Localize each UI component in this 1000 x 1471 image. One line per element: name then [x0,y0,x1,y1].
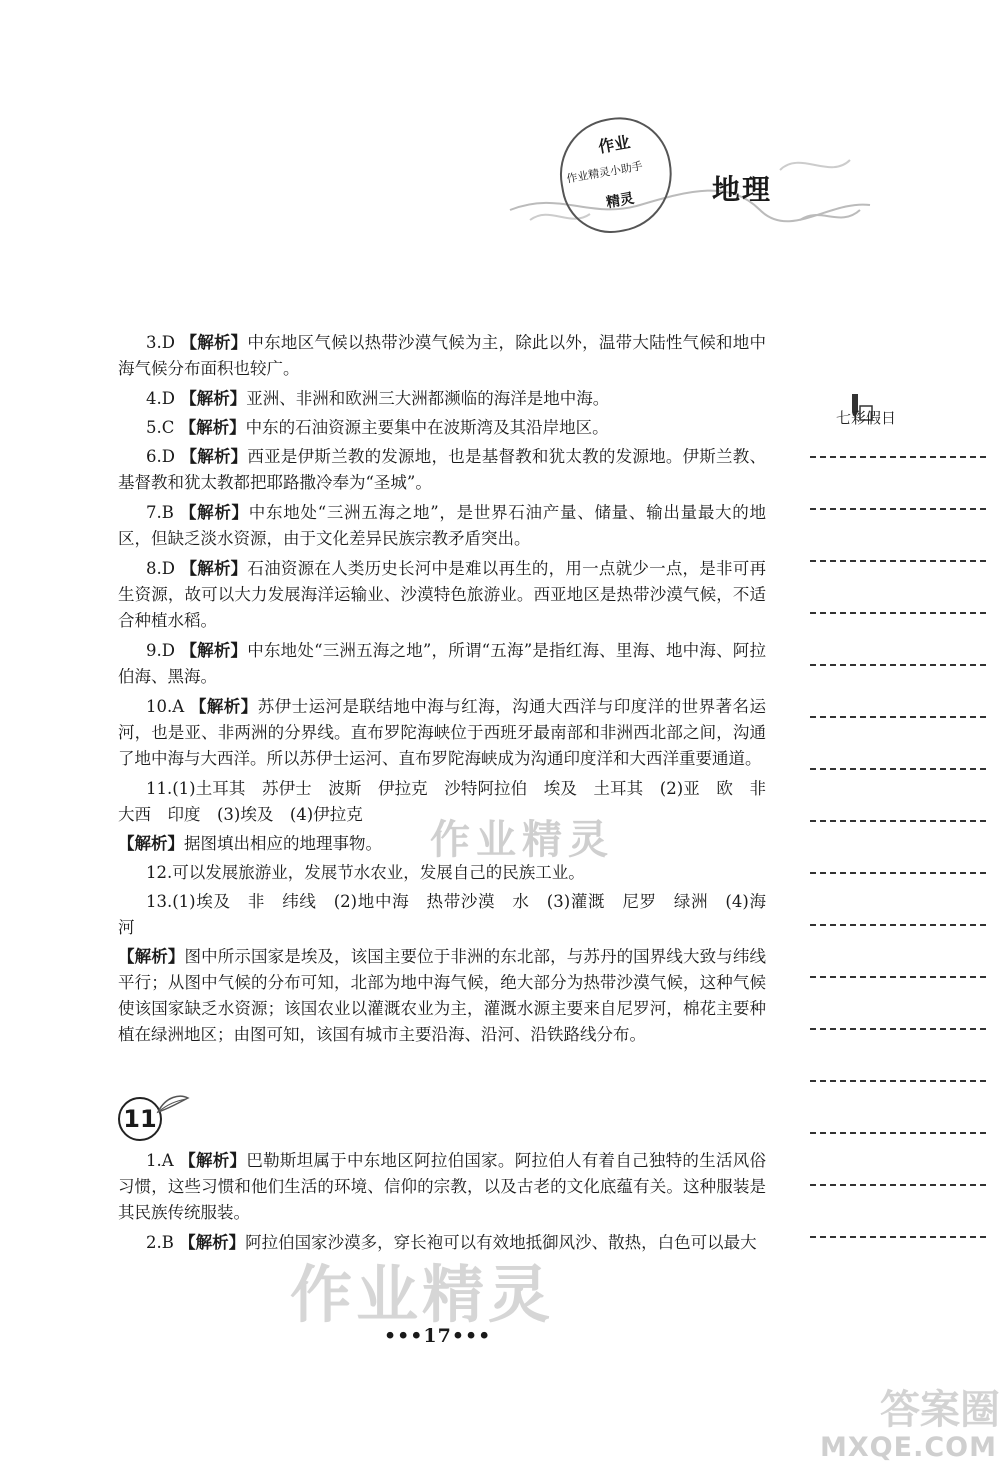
note-line [810,872,986,874]
note-line [810,456,986,458]
subject-title: 地理 [712,173,773,206]
watermark-bottom: 作业精灵 [290,1258,555,1331]
answer-item: 5.C 【解析】中东的石油资源主要集中在波斯湾及其沿岸地区。 [146,418,609,437]
stamp-bottom-text: 精灵 [604,190,636,212]
note-line [810,924,986,926]
note-line [810,664,986,666]
answer-item: 9.D 【解析】中东地处“三洲五海之地”，所谓“五海”是指红海、里海、地中海、阿拉伯海、黑海。 [118,641,766,686]
section-answer-list [118,1148,766,1260]
answer-item: 11.(1)土耳其 苏伊士 波斯 伊拉克 沙特阿拉伯 埃及 土耳其 (2)亚 欧 非 大西 印度 (3)埃及 (4)伊拉克 [118,779,783,824]
note-line [810,508,986,510]
page-number: •••17••• [384,1325,492,1347]
answer-item: 2.B 【解析】阿拉伯国家沙漠多，穿长袍可以有效地抵御风沙、散热，白色可以最大 [146,1233,757,1252]
answer-list [118,330,783,1052]
site-watermark-mark: 答案圈 [880,1387,1000,1433]
explanation-item: 【解析】图中所示国家是埃及，该国主要位于非洲的东北部，与苏丹的国界线大致与纬线平行；从图中气候的分布可知，北部为地中海气候，绝大部分为热带沙漠气候，这种气候使该国家缺乏水资源；该国农业以灌溉农业为主，灌溉水源主要来自尼罗河，棉花主要种植在绿洲地区；由图可知，该国有城市主要沿海、沿河、沿铁路线分布。 [118,947,767,1044]
answer-item: 10.A 【解析】苏伊士运河是联结地中海与红海，沟通大西洋与印度洋的世界著名运河，也是亚、非两洲的分界线。直布罗陀海峡位于西班牙最南部和非洲西北部之间，沟通了地中海与大西洋。所以苏伊士运河、直布罗陀海峡成为沟通印度洋和大西洋重要通道。 [118,697,767,768]
note-line [810,1184,986,1186]
answer-item: 12.可以发展旅游业，发展节水农业，发展自己的民族工业。 [146,863,585,882]
answer-item: 13.(1)埃及 非 纬线 (2)地中海 热带沙漠 水 (3)灌溉 尼罗 绿洲 (4)海 河 [118,892,783,937]
note-line [810,612,986,614]
answer-item: 6.D 【解析】西亚是伊斯兰教的发源地，也是基督教和犹太教的发源地。伊斯兰教、基督教和犹太教都把耶路撒冷奉为“圣城”。 [118,447,767,492]
watermark-mid: 作业精灵 [430,817,614,863]
sidebar-label: 七彩假日 [836,409,897,427]
note-line [810,1236,986,1238]
note-line [810,976,986,978]
note-line [810,1132,986,1134]
answer-item: 8.D 【解析】石油资源在人类历史长河中是难以再生的，用一点就少一点，是非可再生资源，故可以大力发展海洋运输业、沙漠特色旅游业。西亚地区是热带沙漠气候，不适合种植水稻。 [118,559,767,630]
answer-item: 4.D 【解析】亚洲、非洲和欧洲三大洲都濒临的海洋是地中海。 [146,389,610,408]
leaf-icon [156,1092,190,1116]
note-line [810,560,986,562]
note-line [810,1080,986,1082]
note-line [810,820,986,822]
note-line [810,1028,986,1030]
header-decoration [500,110,880,240]
stamp-top-text: 作业 [596,132,632,157]
answer-item: 7.B 【解析】中东地处“三洲五海之地”，是世界石油产量、储量、输出量最大的地区，但缺乏淡水资源，由于文化差异民族宗教矛盾突出。 [118,503,767,548]
site-watermark-text: MXQE.COM [820,1432,997,1463]
note-line [810,768,986,770]
explanation-item: 【解析】据图填出相应的地理事物。 [118,834,382,853]
note-line [810,716,986,718]
answer-item: 1.A 【解析】巴勒斯坦属于中东地区阿拉伯国家。阿拉伯人有着自己独特的生活风俗习惯，这些习惯和他们生活的环境、信仰的宗教，以及古老的文化底蕴有关。这种服装是其民族传统服装。 [118,1151,767,1222]
section-number: 11 [118,1097,162,1141]
stamp-middle-text: 作业精灵小助手 [565,159,644,186]
answer-item: 3.D 【解析】中东地区气候以热带沙漠气候为主，除此以外，温带大陆性气候和地中海气候分布面积也较广。 [118,333,767,378]
